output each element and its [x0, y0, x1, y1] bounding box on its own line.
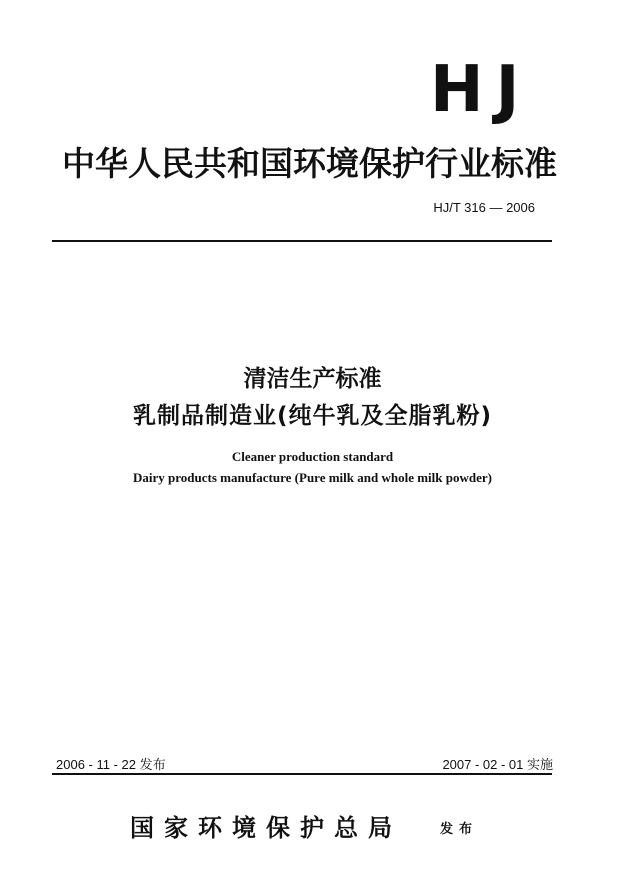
- hj-logo: HJ: [430, 53, 532, 127]
- chinese-title-line-1: 清洁生产标准: [243, 366, 382, 392]
- standard-code: HJ/T 316 — 2006: [433, 200, 535, 215]
- english-title-line-1: Cleaner production standard: [231, 449, 394, 464]
- english-title-line-2: Dairy products manufacture (Pure milk and whole milk powder): [133, 470, 492, 485]
- chinese-title-line-2: 乳制品制造业(纯牛乳及全脂乳粉): [132, 403, 493, 429]
- top-divider: [52, 240, 552, 242]
- publish-label: 发布: [440, 822, 479, 837]
- bottom-divider: [52, 773, 552, 775]
- issue-date: 2006 - 11 - 22 发布: [56, 757, 166, 772]
- publisher-name: 国家环境保护总局: [130, 813, 402, 842]
- organization-title: 中华人民共和国环境保护行业标准: [62, 144, 557, 183]
- implementation-date: 2007 - 02 - 01 实施: [442, 757, 553, 772]
